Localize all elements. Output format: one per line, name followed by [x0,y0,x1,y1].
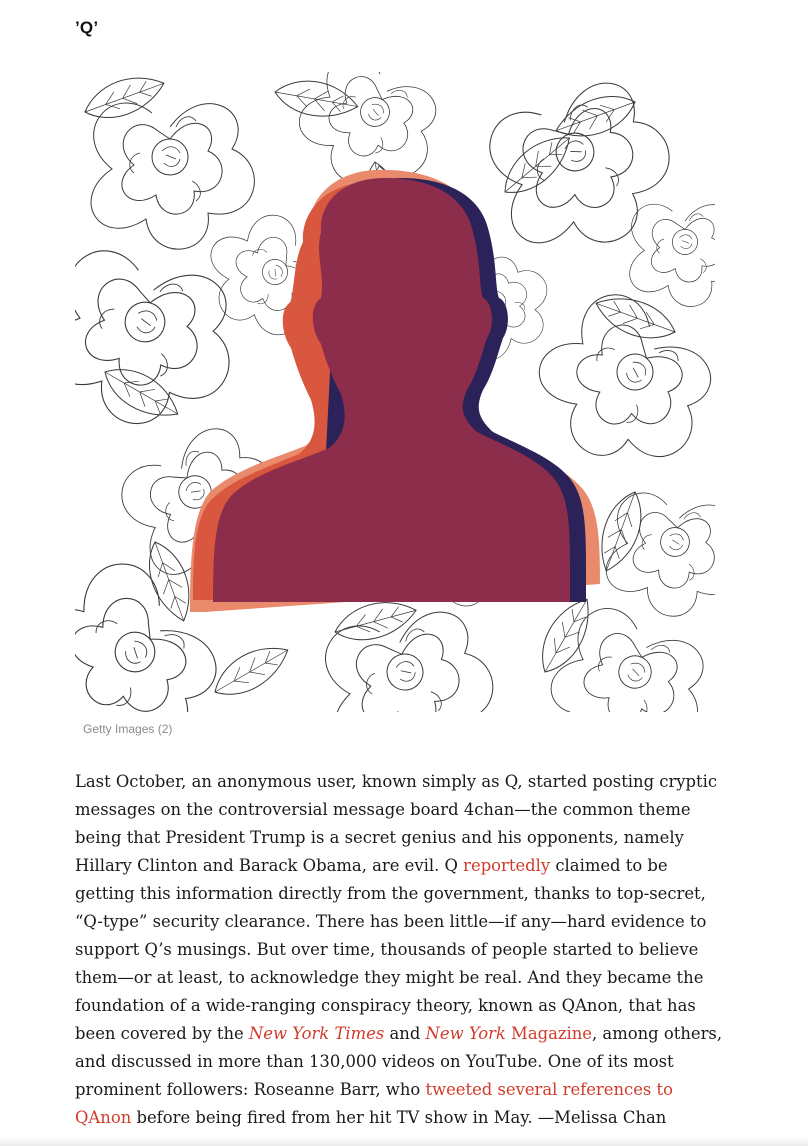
paragraph-text: , among others, and discussed in more than 130,000 videos on YouTube. One of its most prominent followers: Roseanne Barr, who [75,1024,723,1099]
article-illustration [75,72,715,712]
paragraph-text: and [384,1024,426,1043]
bottom-fade [0,1136,808,1146]
silhouette-illustration [75,72,715,712]
paragraph-text: claimed to be getting this information directly from the government, thanks to top-secret, “Q-type” security clearance. There has been little—if any—hard evidence to support Q’s musings. But over time, thousands of people started to believe them—or at least, to acknowledge they might be real. And they became the foundation of a wide-ranging conspiracy theory, known as QAnon, that has been covered by the [75,856,707,1043]
paragraph-text: Last October, an anonymous user, known simply as Q, started posting cryptic messages on the controversial message board 4chan—the common theme being that President Trump is a secret genius and his opponents, namely Hillary Clinton and Barack Obama, are evil. Q [75,772,718,875]
link-new-york-times[interactable]: New York Times [248,1024,385,1043]
article-paragraph [75,768,725,1132]
section-title: ’Q’ [75,18,99,37]
image-caption: Getty Images (2) [83,722,173,736]
paragraph-text: before being fired from her hit TV show in May. —Melissa Chan [131,1108,667,1127]
link-new-york-magazine-rest: Magazine [505,1024,593,1043]
link-tweeted-references[interactable]: tweeted several references to QAnon [75,1080,673,1127]
link-new-york-magazine-italic: New York [425,1024,506,1043]
link-reportedly[interactable]: reportedly [463,856,551,875]
link-new-york-magazine[interactable] [426,1024,592,1043]
